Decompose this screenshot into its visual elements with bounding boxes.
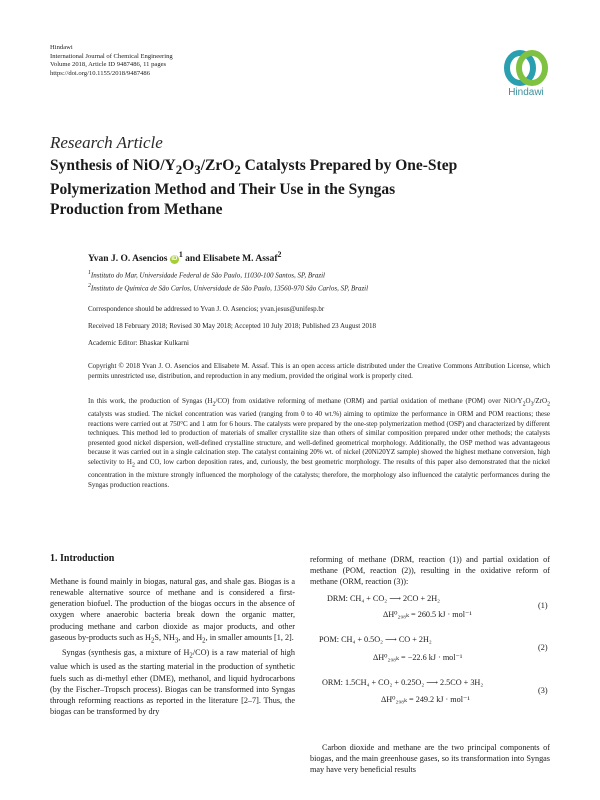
equation-1-number: (1) — [538, 601, 548, 610]
title-line-3: Production from Methane — [50, 201, 223, 219]
paper-title — [50, 156, 550, 220]
orcid-icon[interactable]: iD — [171, 256, 178, 263]
title-line-1: Synthesis of NiO/$Y_2O_3/ZrO_2$ Catalysts Prepared by One-Step — [50, 157, 458, 178]
correspondence: Correspondence should be addressed to Yvan J. O. Asencios; yvan.jesus@unifesp.br — [88, 305, 325, 313]
paragraph: Syngas (synthesis gas, a mixture of $H_2/CO$) is a raw material of high value which is used as the starting material in the production of synthetic fuels such as di-methyl ether (DME), methanol, and liquid hydrocarbons (by the Fischer–Tropsch process). Biogas can be transformed into Syngas through reforming reactions as reported in the literature [2–7]. Thus, the biogas can be transformed by dry — [50, 647, 295, 716]
hindawi-rings-icon — [503, 48, 549, 88]
equation-3-enthalpy: ΔH⁰₂₉₈ₖ = 249.2 kJ · mol⁻¹ — [381, 695, 470, 704]
equation-3-number: (3) — [538, 686, 548, 695]
section-heading-introduction: 1. Introduction — [50, 553, 115, 564]
journal-name: International Journal of Chemical Engineering — [50, 52, 173, 60]
publication-dates: Received 18 February 2018; Revised 30 May 2018; Accepted 10 July 2018; Published 23 August 2018 — [88, 322, 376, 330]
article-type: Research Article — [50, 133, 163, 152]
journal-meta — [50, 44, 173, 78]
academic-editor: Academic Editor: Bhaskar Kulkarni — [88, 339, 189, 347]
equation-3-reaction: ORM: 1.5CH₄ + CO₂ + 0.25O₂ ⟶ 2.5CO + 3H₂ — [322, 678, 484, 687]
journal-volume: Volume 2018, Article ID 9487486, 11 pages — [50, 61, 167, 69]
paragraph: Carbon dioxide and methane are the two principal components of biogas, and the main greenhouse gases, so its transformation into Syngas may have very beneficial results — [310, 743, 550, 775]
logo-text: Hindawi — [508, 87, 544, 98]
author-conjunction: and — [185, 254, 201, 265]
author-2[interactable]: Elisabete M. Assaf — [202, 254, 278, 265]
author-1-affiliation-marker: 1 — [178, 250, 183, 259]
body-column-left — [50, 576, 295, 717]
affiliation-1: $^1$Instituto do Mar, Universidade Federal de São Paulo, 11030-100 Santos, SP, Brazil — [88, 270, 325, 280]
copyright-notice: Copyright © 2018 Yvan J. O. Asencios and Elisabete M. Assaf. This is an open access article distributed under the Creative Commons Attribution License, which permits unrestricted use, distribution, and reproduction in any medium, provided the original work is properly cited. — [88, 362, 550, 380]
hindawi-logo — [496, 48, 556, 108]
paragraph: Methane is found mainly in biogas, natural gas, and shale gas. Biogas is a renewable alternative source of methane and is considered a first-generation biofuel. The production of the biogas occurs in the absence of oxygen where anaerobic bacteria break down the organic matter, producing methane and carbon dioxide as major products, and other gaseous by-products such as $H_2S$, $NH_3$, and $H_2$, in smaller amounts [1, 2]. — [50, 577, 295, 645]
affiliation-2: $^2$Instituto de Química de São Carlos, Universidade de São Paulo, 13560-970 São Carlos, SP, Brazil — [88, 283, 369, 293]
journal-doi-link[interactable]: https://doi.org/10.1155/2018/9487486 — [50, 69, 151, 77]
author-1[interactable]: Yvan J. O. Asencios — [88, 254, 168, 265]
equation-2-number: (2) — [538, 643, 548, 652]
body-column-right — [310, 554, 550, 587]
equation-1-reaction: DRM: CH₄ + CO₂ ⟶ 2CO + 2H₂ — [327, 594, 441, 603]
title-line-2: Polymerization Method and Their Use in the Syngas — [50, 181, 396, 199]
author-list — [88, 250, 282, 264]
author-2-affiliation-marker: 2 — [277, 250, 282, 259]
equation-2-enthalpy: ΔH⁰₂₉₈ₖ = −22.6 kJ · mol⁻¹ — [373, 653, 463, 662]
abstract: In this work, the production of Syngas $(H_2/CO)$ from oxidative reforming of methane (ORM) and partial oxidation of methane (POM) over NiO/$Y_2O_3/ZrO_2$ catalysts was studied. The nickel concentration was varied (ranging from 0 to 40 wt.%) aiming to optimize the performance in ORM and POM reactions; these reactions were carried out at 750°C and 1 atm for 6 hours. The catalysts were prepared by the one-step polymerization method (OSP) and characterized by different techniques. This method led to production of materials of smaller crystallite size than others of similar composition prepared under other methods; the catalysts presented good nickel dispersion, well-defined crystalline structure, and well-defined geometrical morphology. Additionally, the OSP method was advantageous because it was carried out in a single calcination step. The catalyst containing 20% wt. of nickel (20Ni20YZ sample) showed the highest methane conversion, high selectivity to $H_2$ and CO, low carbon deposition rates, and, curiously, the best geometric morphology. The results of this paper also demonstrated that the nickel concentration in the mixture strongly influenced the morphology of the catalysts; therefore, the morphology also influenced the catalytic performances during the Syngas production reactions. — [88, 397, 551, 489]
publisher-name: Hindawi — [50, 44, 73, 51]
equation-2-reaction: POM: CH₄ + 0.5O₂ ⟶ CO + 2H₂ — [319, 635, 432, 644]
equation-1-enthalpy: ΔH⁰₂₉₈ₖ = 260.5 kJ · mol⁻¹ — [383, 610, 472, 619]
paragraph: reforming of methane (DRM, reaction (1)) and partial oxidation of methane (POM, reaction (2)), resulting in the oxidative reform of methane (ORM, reaction (3)): — [310, 555, 550, 587]
